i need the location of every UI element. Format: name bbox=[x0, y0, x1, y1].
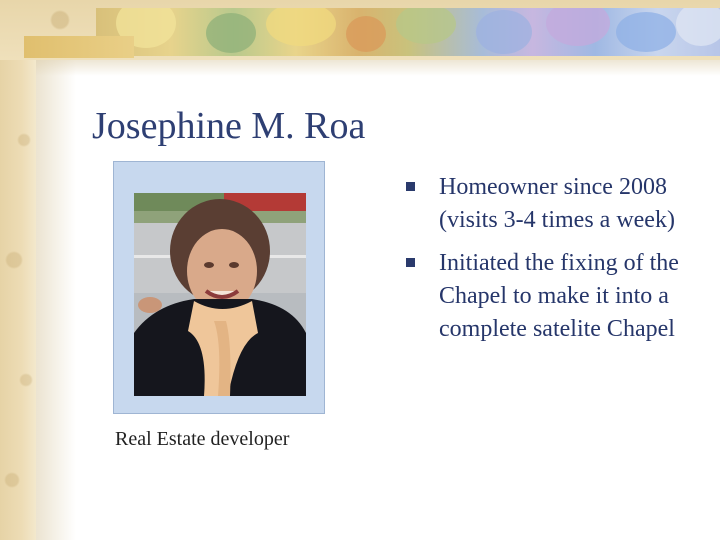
slide-shadow-top bbox=[36, 60, 720, 76]
slide-shadow-left bbox=[36, 60, 76, 540]
parchment-left-border bbox=[0, 0, 36, 540]
bullet-item bbox=[398, 247, 698, 346]
photo-caption: Real Estate developer bbox=[115, 428, 290, 450]
banner-gold-strip bbox=[24, 36, 134, 58]
bullet-list bbox=[398, 171, 698, 356]
bullet-square-icon bbox=[406, 182, 415, 191]
slide-title: Josephine M. Roa bbox=[92, 105, 366, 147]
bullet-text: Initiated the fixing of the Chapel to make it into a complete satelite Chapel bbox=[439, 250, 679, 342]
floral-banner bbox=[96, 8, 720, 56]
bullet-text: Homeowner since 2008 (visits 3-4 times a week) bbox=[439, 174, 675, 233]
portrait-photo bbox=[134, 193, 306, 396]
bullet-item bbox=[398, 171, 698, 237]
bullet-square-icon bbox=[406, 258, 415, 267]
photo-frame bbox=[113, 161, 325, 414]
